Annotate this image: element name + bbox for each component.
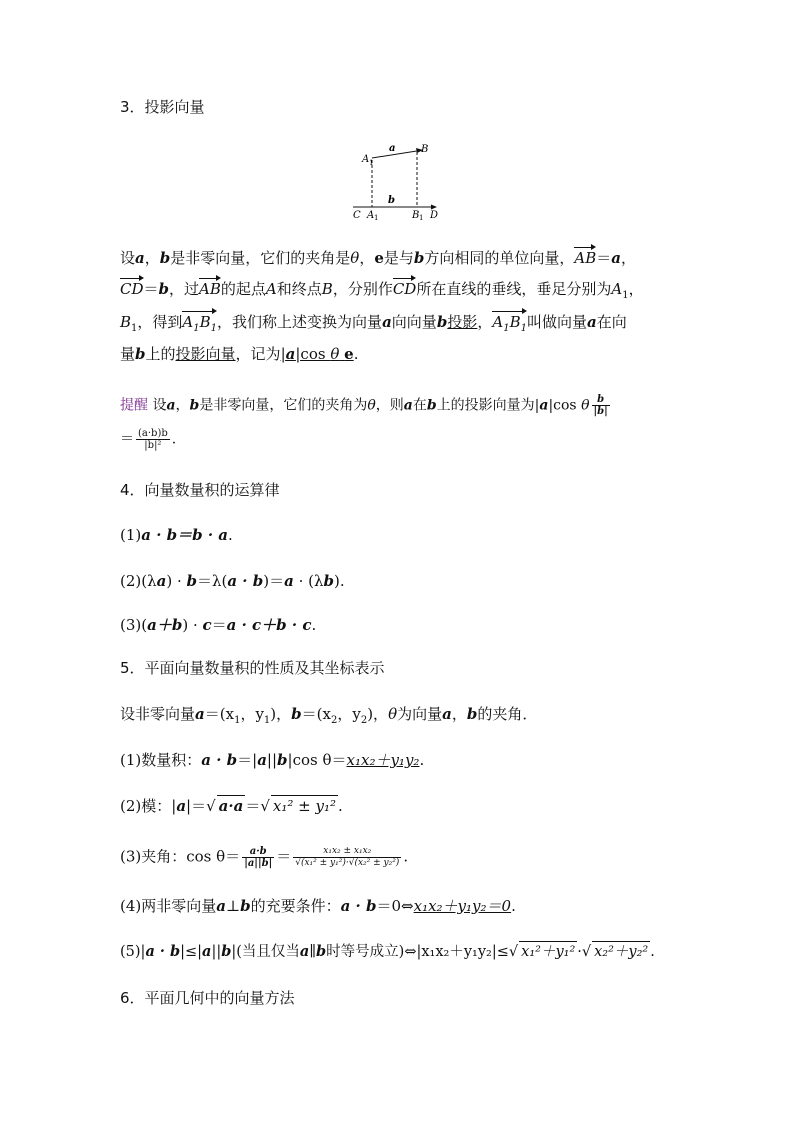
label-B-top: B	[421, 144, 429, 155]
label-B1-bottom-sub: 1	[419, 214, 424, 222]
label-D: D	[430, 210, 439, 221]
tip-line2: ＝ $\frac{(a\cdot b)b}{\text{|b|²}}$ .	[120, 428, 177, 451]
section-6-heading: 6．平面几何中的向量方法	[120, 989, 295, 1007]
projection-figure	[345, 138, 450, 224]
label-b: b	[388, 195, 395, 206]
label-C: C	[353, 210, 361, 221]
property-5: (5)|a · b|≤|a||b|(当且仅当a∥b时等号成立)⇔|x₁x₂＋y₁y₂|≤√ x₁²＋y₁² ·√ x₂²＋y₂² .	[120, 943, 655, 960]
property-4: (4)两非零向量a⊥b的充要条件：a · b＝0⇔x₁x₂＋y₁y₂＝0.	[120, 897, 516, 915]
vector-a-arrow	[372, 150, 423, 158]
cos-fraction-2: $\frac{\text{x₁x₂ ± x₁x₂}}{\text{√(x₁² ± y₁²)·√(x₂² ± y₂²)}}$	[295, 846, 400, 868]
label-a: a	[389, 143, 396, 154]
property-3: (3)夹角：cos θ＝ $\frac{a\cdot b}{|a||b|}$ ＝ $\frac{\text{x₁x₂ ± x₁x₂}}{\text{√(x₁² ± y₁²)·√(x₂² ± y₂²)}}$ .	[120, 846, 409, 869]
law-3: (3)(a＋b) · c＝a · c＋b · c.	[120, 616, 317, 634]
s5-intro: 设非零向量$a=(x_1$，$y_1$)，$b=(x_2$，$y_2$)，θ为向量a，b的夹角．	[120, 705, 538, 726]
para3-line1: 设a，b是非零向量，它们的夹角是θ，e是与b方向相同的单位向量，AB＝a，	[120, 246, 636, 268]
section-4-heading: 4．向量数量积的运算律	[120, 481, 280, 499]
label-A1-top-sub: 1	[369, 159, 374, 167]
cos-fraction-1: $\frac{a\cdot b}{|a||b|}$	[244, 846, 273, 869]
label-B1-bottom: B	[412, 210, 420, 221]
tip-line1: 提醒 设a，b是非零向量，它们的夹角为θ，则a在b上的投影向量为|a|cos θ $\frac{b}{|b|}$	[120, 394, 608, 417]
law-1: (1)a · b＝b · a.	[120, 526, 233, 544]
para3-line3: $B_1$，得到$A_1B_1$，我们称上述变换为向量a向向量b投影，$A_1B_1$叫做向量a在向	[120, 310, 627, 339]
tip-label: 提醒	[120, 397, 148, 414]
section-3-heading: 3．投影向量	[120, 98, 205, 116]
label-A1-top: A	[362, 154, 370, 165]
para3-line2: CD＝b，过AB的起点A和终点B，分别作CD所在直线的垂线，垂足分别为$A_1$，	[120, 277, 644, 306]
section-5-heading: 5．平面向量数量积的性质及其坐标表示	[120, 659, 385, 677]
property-2: (2)模：|a|＝√ a·a ＝√ x₁² ± y₁² .	[120, 797, 343, 815]
property-1: (1)数量积：a · b＝|a||b|cos θ＝x₁x₂＋y₁y₂.	[120, 751, 425, 769]
law-2: (2)(λa) · b＝λ(a · b)＝a · (λb).	[120, 572, 345, 590]
line-CD-arrowhead	[431, 205, 437, 210]
tip-fraction-1: $\frac{b}{|b|}$	[593, 394, 608, 417]
para3-line4: 量b上的投影向量，记为|a|cos θ e.	[120, 345, 359, 363]
label-A1-bottom: A	[367, 210, 375, 221]
tip-fraction-2: $\frac{(a\cdot b)b}{\text{|b|²}}$	[138, 428, 168, 451]
label-A1-bottom-sub: 1	[374, 214, 379, 222]
